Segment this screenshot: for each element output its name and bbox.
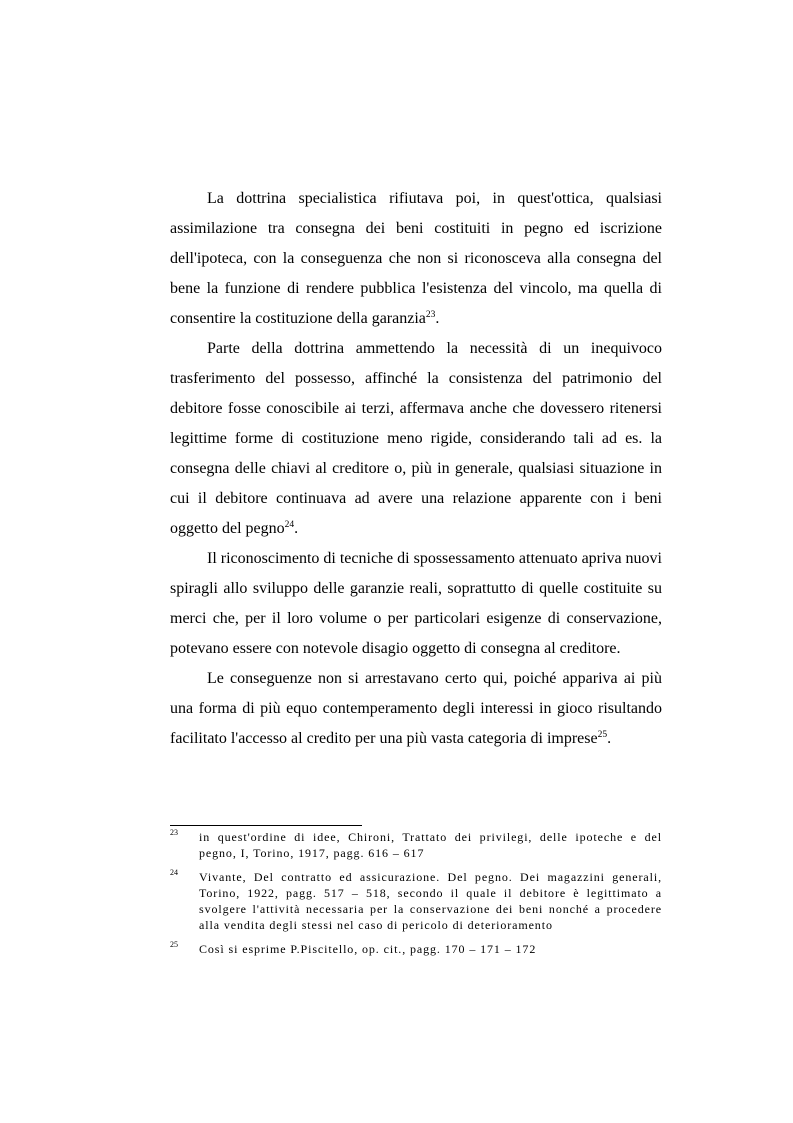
paragraph-3 [170, 544, 662, 664]
paragraph-4 [170, 664, 662, 754]
paragraph-tail: . [435, 310, 440, 327]
paragraph-text: Il riconoscimento di tecniche di spossessamento attenuato apriva nuovi spiragli allo sviluppo delle garanzie reali, soprattutto di quelle costituite su merci che, per il loro volume o per particolari esigenze di conservazione, potevano essere con notevole disagio oggetto di consegna al creditore. [170, 550, 662, 657]
paragraph-1 [170, 184, 662, 334]
footnote-23 [170, 829, 662, 862]
footnote-reference[interactable]: 23 [425, 310, 436, 320]
footnote-25 [170, 941, 662, 957]
footnote-number: 25 [170, 939, 178, 949]
footnotes [170, 829, 662, 964]
paragraph-2 [170, 334, 662, 544]
footnote-reference[interactable]: 24 [284, 520, 295, 530]
footnote-24 [170, 869, 662, 934]
footnote-separator [170, 825, 362, 826]
paragraph-text: Le conseguenze non si arrestavano certo qui, poiché appariva ai più una forma di più equo contemperamento degli interessi in gioco risultando facilitato l'accesso al credito per una più vasta categoria di imprese [170, 670, 662, 747]
footnote-text: Vivante, Del contratto ed assicurazione. Del pegno. Dei magazzini generali, Torino, 1922, pagg. 517 – 518, secondo il quale il debitore è legittimato a svolgere l'attività necessaria per la conservazione dei beni nonché a procedere alla vendita degli stessi nel caso di pericolo di deterioramento [199, 869, 662, 933]
footnote-text: in quest'ordine di idee, Chironi, Trattato dei privilegi, delle ipoteche e del pegno, I, Torino, 1917, pagg. 616 – 617 [199, 830, 662, 861]
body-text [170, 184, 662, 754]
footnote-text: Così si esprime P.Piscitello, op. cit., pagg. 170 – 171 – 172 [199, 941, 537, 956]
paragraph-text: La dottrina specialistica rifiutava poi, in quest'ottica, qualsiasi assimilazione tra consegna dei beni costituiti in pegno ed iscrizione dell'ipoteca, con la conseguenza che non si riconosceva alla consegna del bene la funzione di rendere pubblica l'esistenza del vincolo, ma quella di consentire la costituzione della garanzia [170, 190, 662, 327]
paragraph-tail: . [294, 520, 299, 537]
paragraph-tail: . [607, 730, 612, 747]
paragraph-text: Parte della dottrina ammettendo la necessità di un inequivoco trasferimento del possesso, affinché la consistenza del patrimonio del debitore fosse conoscibile ai terzi, affermava anche che dovessero ritenersi legittime forme di costituzione meno rigide, considerando tali ad es. la consegna delle chiavi al creditore o, più in generale, qualsiasi situazione in cui il debitore continuava ad avere una relazione apparente con i beni oggetto del pegno [170, 340, 662, 537]
footnote-number: 23 [170, 828, 178, 837]
footnote-number: 24 [170, 867, 178, 877]
footnote-reference[interactable]: 25 [597, 730, 608, 740]
